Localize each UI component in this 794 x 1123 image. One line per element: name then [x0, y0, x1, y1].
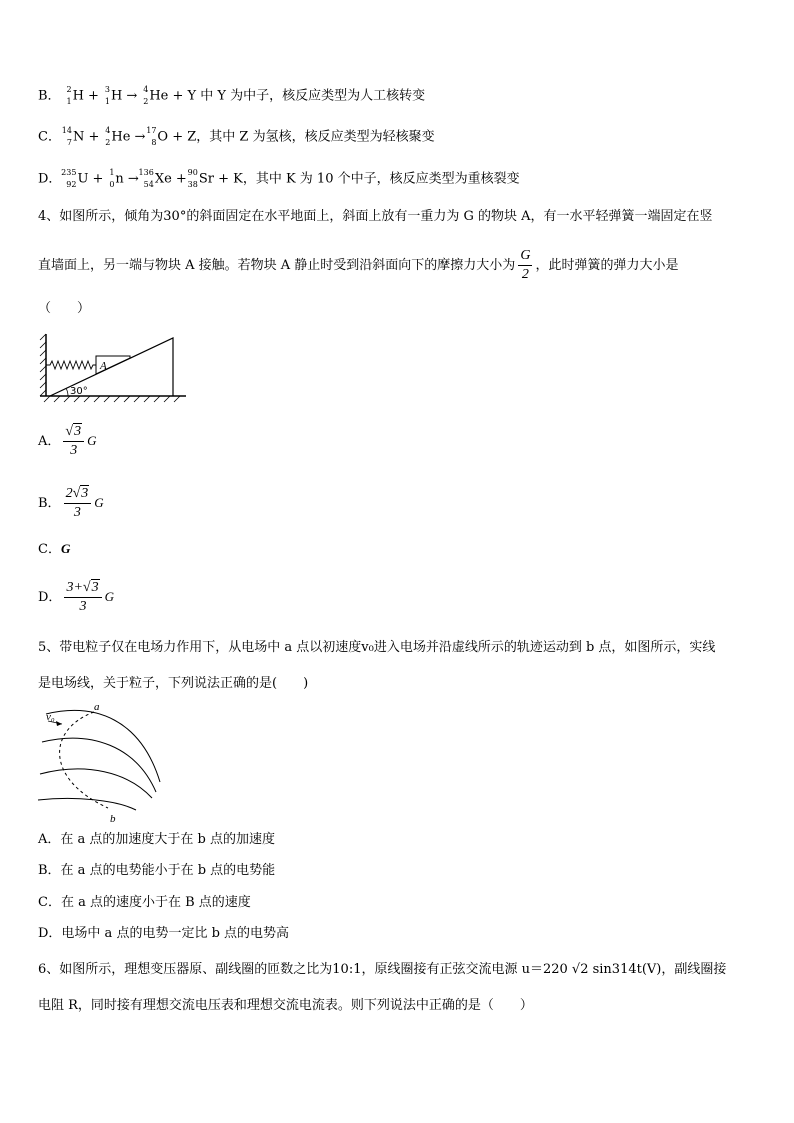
- spring: [46, 361, 96, 369]
- q5-option-d: D．电场中 a 点的电势一定比 b 点的电势高: [38, 926, 290, 941]
- q3-option-b: B． 2 1 H + 3 1 H → 4 2 He + Y 中 Y 为中子，核反应类型为人工核转变: [38, 85, 426, 106]
- q5-option-a: A．在 a 点的加速度大于在 b 点的加速度: [38, 832, 275, 847]
- angle-arc: [66, 388, 68, 396]
- q6-stem-line2: 电阻 R，同时接有理想交流电压表和理想交流电流表。则下列说法中正确的是（ ）: [38, 998, 533, 1013]
- angle-label: 30°: [70, 386, 88, 397]
- q4-stem-line2: 直墙面上，另一端与物块 A 接触。若物块 A 静止时受到沿斜面向下的摩擦力大小为 $\frac{G}{2}$ ，此时弹簧的弹力大小是: [38, 248, 679, 282]
- q4-friction-fraction: $\frac{G}{2}$: [520, 248, 531, 282]
- electric-field-figure: [36, 700, 166, 826]
- v0-label: v₀: [46, 711, 55, 723]
- q4-stem-line1: 4、如图所示，倾角为30°的斜面固定在水平地面上，斜面上放有一重力为 G 的物块 A，有一水平轻弹簧一端固定在竖: [38, 209, 713, 224]
- q3-option-d: D． 235 92 U + 1 0 n → 136 54 Xe + 90 38 Sr + K，其中 K 为 10 个中子，核反应类型为重核裂变: [38, 168, 520, 189]
- q5-stem-line2: 是电场线，关于粒子，下列说法正确的是( ): [38, 676, 309, 691]
- point-b-label: b: [110, 813, 116, 825]
- q3-option-c: C． 14 7 N + 4 2 He → 17 8 O + Z，其中 Z 为氢核，核反应类型为轻核聚变: [38, 126, 435, 147]
- q5-option-b: B．在 a 点的电势能小于在 b 点的电势能: [38, 863, 276, 878]
- q4-option-c: C．G: [38, 541, 71, 557]
- q4-option-a: A． $\frac{√3}{3}$ G: [38, 424, 97, 458]
- point-a-label: a: [94, 701, 100, 713]
- q4-option-b: B． $\frac{2√3}{3}$ G: [38, 486, 104, 520]
- q4-answer-paren: （ ）: [38, 301, 91, 316]
- q6-stem-line1: 6、如图所示，理想变压器原、副线圈的匝数之比为10:1，原线圈接有正弦交流电源 u＝220 √2 sin314t(V)，副线圈接: [38, 962, 727, 977]
- q4-option-d: D． $\frac{3+√3}{3}$ G: [38, 580, 114, 614]
- trajectory-dashed: [60, 712, 108, 808]
- block-a-label: A: [100, 360, 107, 372]
- ground-hatching: [44, 396, 180, 402]
- wall-hatching: [40, 334, 46, 396]
- field-line-2: [42, 738, 156, 792]
- field-line-3: [40, 769, 152, 798]
- incline-spring-figure: [38, 332, 188, 404]
- field-line-4: [38, 798, 136, 810]
- q5-stem-line1: 5、带电粒子仅在电场力作用下，从电场中 a 点以初速度v₀进入电场并沿虚线所示的轨迹运动到 b 点，如图所示，实线: [38, 640, 716, 655]
- q5-option-c: C．在 a 点的速度小于在 B 点的速度: [38, 895, 251, 910]
